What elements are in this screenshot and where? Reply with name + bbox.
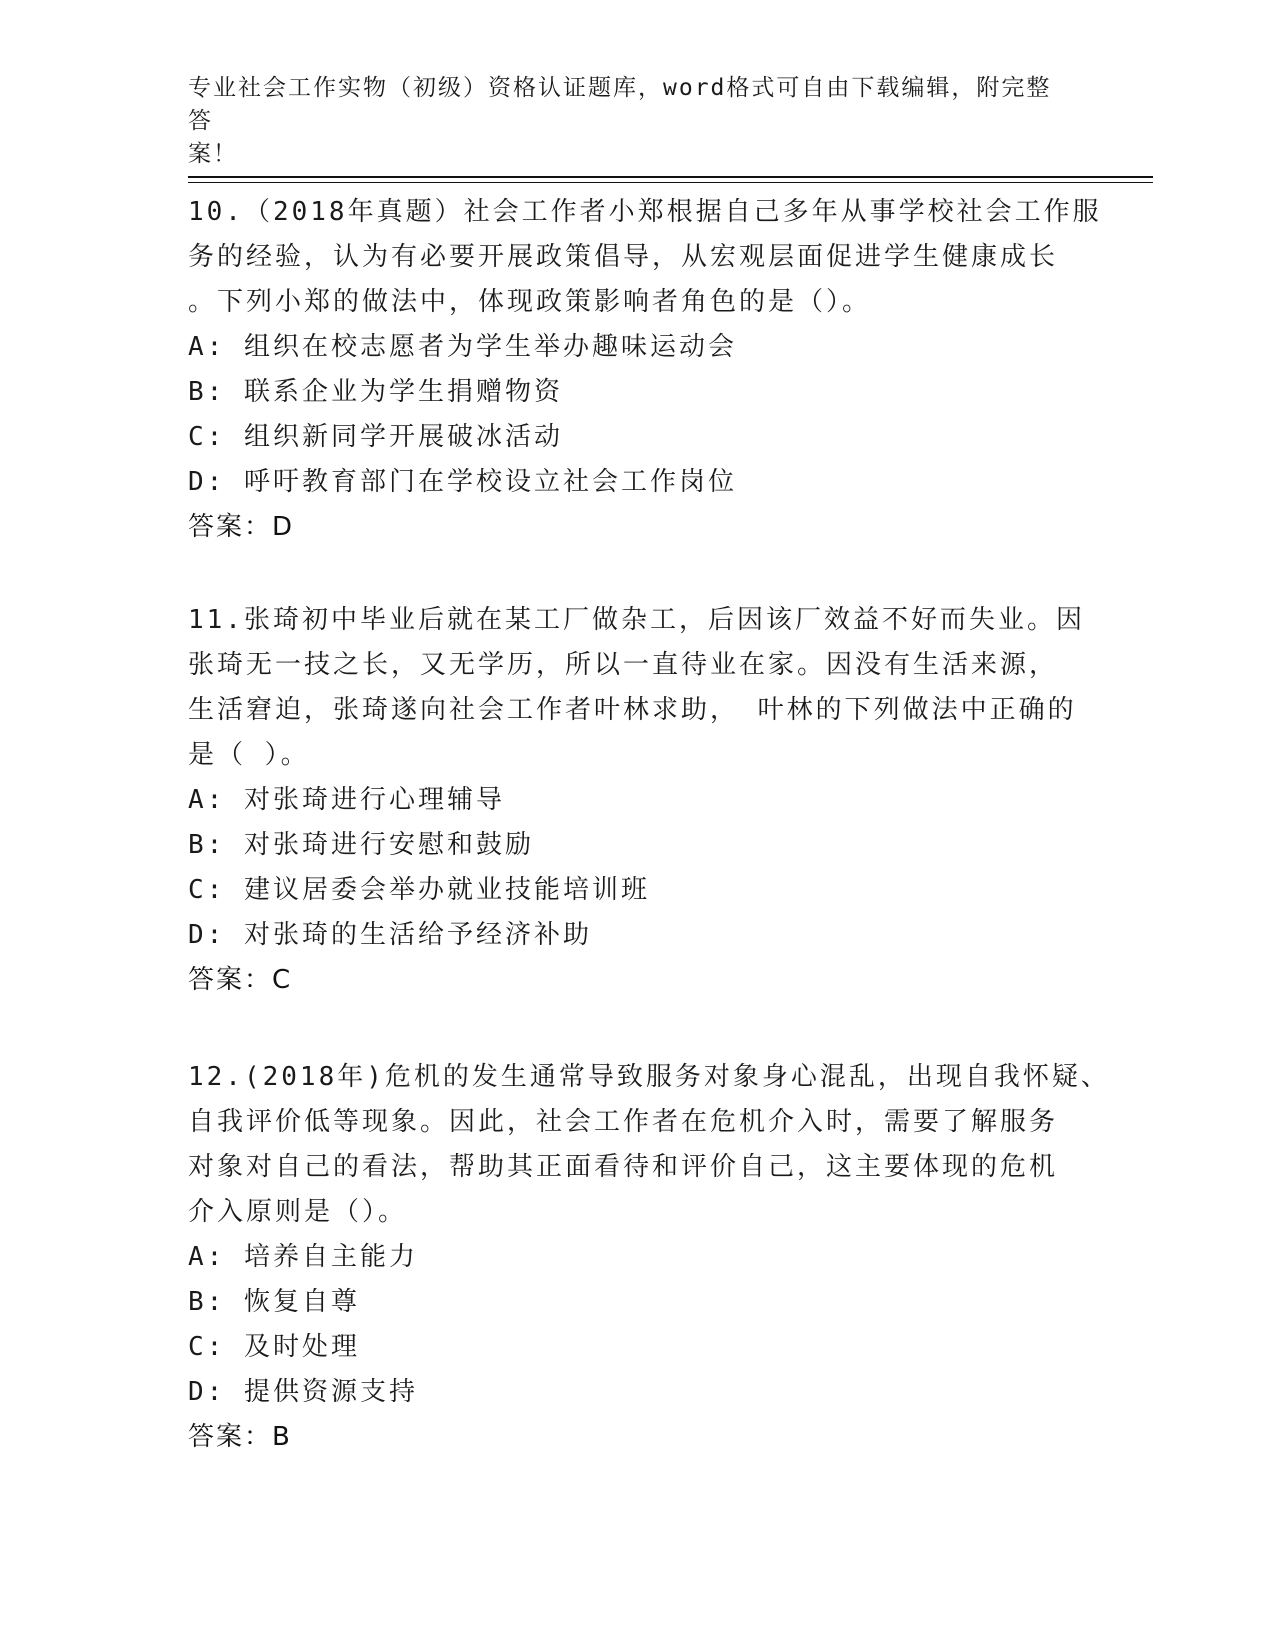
stem-line: 11.张琦初中毕业后就在某工厂做杂工，后因该厂效益不好而失业。因: [188, 605, 1085, 635]
option-d: D: 呼吁教育部门在学校设立社会工作岗位: [188, 467, 737, 497]
document-header: [188, 72, 1068, 171]
option-d: D: 对张琦的生活给予经济补助: [188, 920, 592, 950]
stem-line: 12.(2018年)危机的发生通常导致服务对象身心混乱，出现自我怀疑、: [188, 1062, 1110, 1092]
header-line-2: 案！: [188, 141, 238, 167]
stem-line: 生活窘迫，张琦遂向社会工作者叶林求助， 叶林的下列做法中正确的: [188, 695, 1077, 725]
answer-line: 答案：B: [188, 1422, 292, 1452]
question-stem: [188, 598, 1085, 778]
option-a: A: 培养自主能力: [188, 1242, 418, 1272]
stem-line: 对象对自己的看法，帮助其正面看待和评价自己，这主要体现的危机: [188, 1152, 1059, 1182]
header-divider-thin: [188, 182, 1153, 183]
stem-line: 张琦无一技之长，又无学历，所以一直待业在家。因没有生活来源，: [188, 650, 1059, 680]
stem-line: 是（ ）。: [188, 740, 310, 770]
option-b: B: 恢复自尊: [188, 1287, 360, 1317]
stem-line: 务的经验，认为有必要开展政策倡导，从宏观层面促进学生健康成长: [188, 242, 1059, 272]
header-divider-thick: [188, 176, 1153, 178]
stem-line: 。下列小郑的做法中，体现政策影响者角色的是（）。: [188, 287, 872, 317]
question-11: [188, 598, 1085, 1003]
question-10: [188, 190, 1102, 550]
option-b: B: 对张琦进行安慰和鼓励: [188, 830, 534, 860]
option-c: C: 组织新同学开展破冰活动: [188, 422, 563, 452]
question-stem: [188, 190, 1102, 325]
option-a: A: 组织在校志愿者为学生举办趣味运动会: [188, 332, 737, 362]
option-d: D: 提供资源支持: [188, 1377, 418, 1407]
answer-line: 答案：C: [188, 965, 293, 995]
stem-line: 10.（2018年真题）社会工作者小郑根据自己多年从事学校社会工作服: [188, 197, 1102, 227]
question-stem: [188, 1055, 1110, 1235]
question-12: [188, 1055, 1110, 1460]
option-c: C: 及时处理: [188, 1332, 360, 1362]
stem-line: 介入原则是（）。: [188, 1197, 408, 1227]
stem-line: 自我评价低等现象。因此，社会工作者在危机介入时，需要了解服务: [188, 1107, 1059, 1137]
option-a: A: 对张琦进行心理辅导: [188, 785, 505, 815]
answer-line: 答案：D: [188, 512, 295, 542]
option-c: C: 建议居委会举办就业技能培训班: [188, 875, 650, 905]
option-b: B: 联系企业为学生捐赠物资: [188, 377, 563, 407]
header-line-1: 专业社会工作实物（初级）资格认证题库，word格式可自由下载编辑，附完整答: [188, 75, 1052, 134]
